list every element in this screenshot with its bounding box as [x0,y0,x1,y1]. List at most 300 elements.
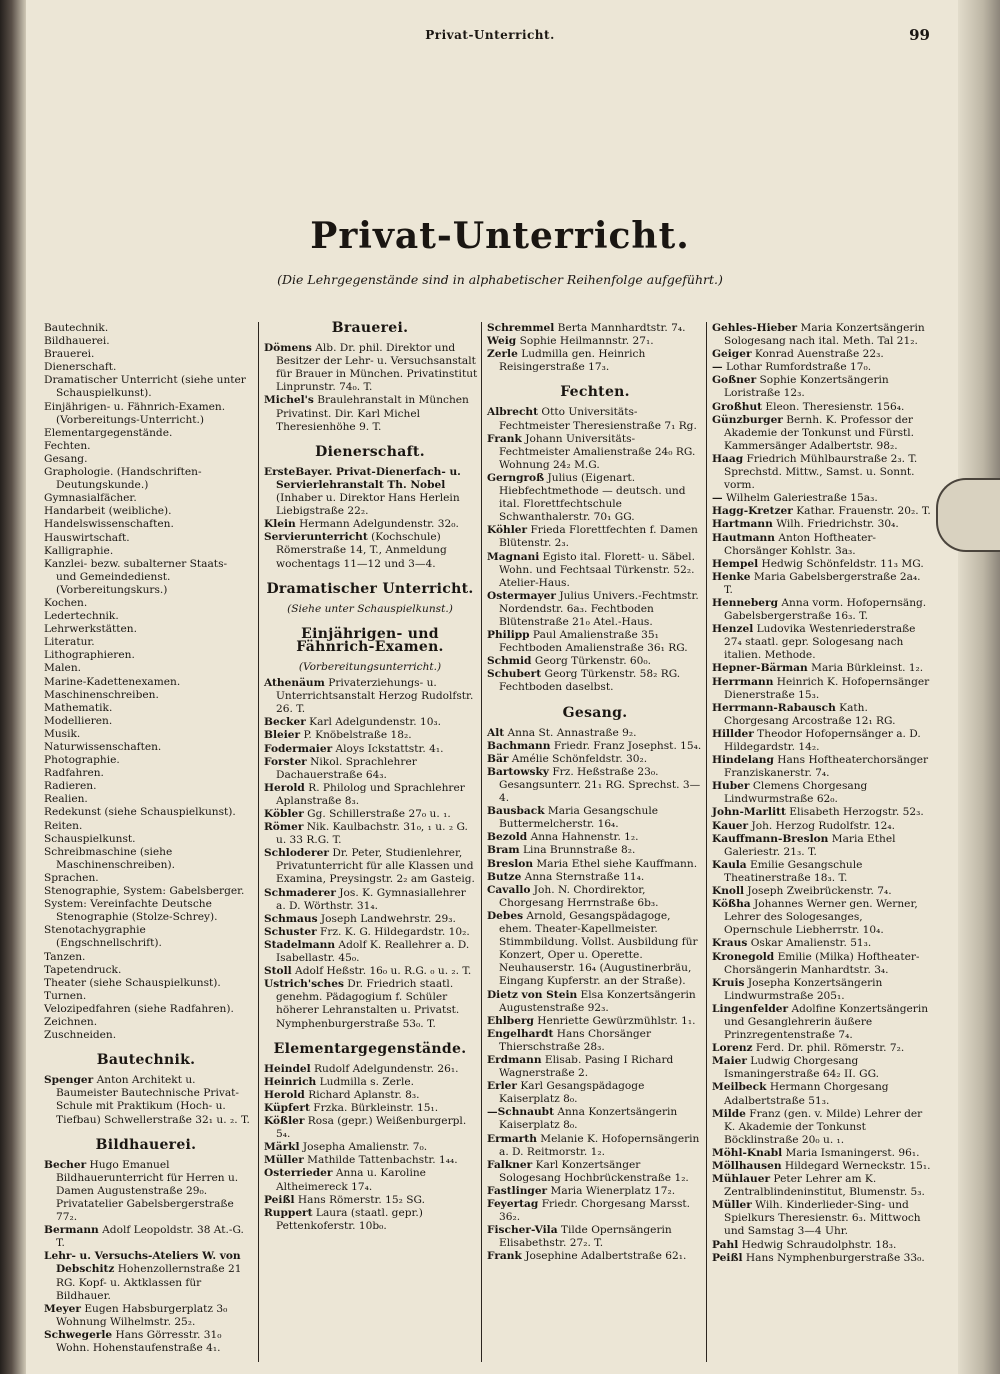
directory-entry [262,518,478,531]
directory-entry [485,1185,705,1198]
directory-section [710,322,932,1265]
entry-details: Lina Brunnstraße 8₂. [519,844,636,857]
directory-entry [710,977,932,1003]
entry-name: Henneberg [712,596,779,609]
entry-details: Maria Konzertsängerin Sologesang nach ital. Meth. Tal 21₂. [724,322,925,348]
directory-entry [485,668,705,694]
entry-name: Kauer [712,819,749,832]
entry-name: Servierunterricht [264,531,368,544]
index-item: Photographie. [44,754,120,767]
entry-name: Ehlberg [487,1014,534,1027]
index-item: Modellieren. [44,714,113,727]
entry-details: Adolf K. Reallehrer a. D. Isabellastr. 45₀. [276,938,470,965]
entry-details: Ludmilla gen. Heinrich Reisingerstraße 17₃. [499,348,646,374]
page-edge [958,0,1000,1374]
entry-name: Herold [264,781,305,794]
entry-name: Schmid [487,655,532,668]
entry-details: Joseph Zweibrückenstr. 7₄. [744,885,892,898]
directory-entry [262,466,478,518]
entry-name: Dömens [264,342,312,355]
entry-details: Elsa Konzertsängerin Augustenstraße 92₃. [499,988,696,1014]
directory-entry [485,1080,705,1106]
entry-name: Ustrich'sches [264,978,344,991]
entry-details: Lothar Rumfordstraße 17₀. [722,361,872,374]
index-item: Lithographieren. [44,649,135,662]
entry-name: Butze [487,870,522,883]
directory-entry [485,805,705,831]
entry-name: Dietz von Stein [487,988,578,1001]
section-heading: Elementargegenstände. [273,1040,467,1057]
directory-entry [710,754,932,780]
entry-name: Breslon [487,857,534,870]
section-heading: Bildhauerei. [95,1136,197,1153]
entry-name: Schremmel [487,322,555,334]
directory-entry [485,1106,705,1132]
directory-entry [262,1063,478,1076]
entry-details: Ludwig Chorgesang Ismaningerstraße 64₂ II. GG. [724,1055,880,1081]
entry-details: Hermann Chorgesang Adalbertstraße 51₃. [724,1081,889,1107]
entry-name: Schmaus [264,912,318,925]
entry-name: Ruppert [264,1206,313,1219]
entry-name: Herrmann-Rabausch [712,701,836,714]
entry-details: Berta Mannhardtstr. 7₄. [554,322,686,334]
entry-details: Maria Bürkleinst. 1₂. [807,662,924,675]
entry-details: Emilie Gesangschule Theatinerstraße 18₃. T. [724,858,863,884]
entry-name: Hautmann [712,531,775,544]
entry-details: Elisab. Pasing I Richard Wagnerstraße 2. [499,1053,674,1080]
directory-section [42,1136,250,1356]
directory-entry [710,1160,932,1173]
entry-name: Möllhausen [712,1160,782,1172]
directory-entry [710,885,932,898]
directory-entry [710,414,932,453]
entry-details: Julius (Eigenart. Hiebfechtmethode — deutsch. und ital. Florettfechtschule Schwanthalerstr. 70₁ GG. [499,471,686,524]
entry-details: Friedr. Chorgesang Marsst. 36₂. [499,1198,691,1224]
index-item: Brauerei. [44,348,95,361]
section-heading: Dramatischer Unterricht. [266,580,474,597]
entry-details: Frz. K. G. Hildegardstr. 10₂. [316,925,470,938]
entry-name: Lehr- u. Versuchs-Ateliers W. von Debschitz [44,1250,241,1276]
entry-details: Joh. Herzog Rudolfstr. 12₄. [748,819,896,832]
book-gutter [0,0,26,1374]
directory-entry [485,844,705,857]
directory-entry [710,322,932,348]
entry-details: Josephine Adalbertstraße 62₁. [521,1250,687,1263]
entry-details: Anna Sternstraße 11₄. [521,870,645,883]
entry-name: Goßner [712,374,757,387]
index-item: Stenographie, System: Gabelsberger. [44,885,245,898]
directory-section [262,580,478,616]
index-item: Graphologie. (Handschriften-Deutungskunde.) [44,466,202,492]
directory-entry [710,662,932,675]
directory-entry [485,348,705,374]
directory-entry [710,1003,932,1042]
entry-name: Huber [712,780,750,793]
entry-name: Möhl-Knabl [712,1146,783,1159]
entry-details: Friedr. Franz Josephst. 15₄. [550,739,702,752]
directory-entry [262,1115,478,1141]
index-item: Ledertechnik. [44,610,119,623]
entry-details: Rosa (gepr.) Weißenburgerpl. 5₄. [276,1115,467,1141]
directory-entry [485,629,705,655]
entry-details: Otto Universitäts-Fechtmeister Theresienstraße 7₁ Rg. [499,406,697,432]
index-item: Musik. [44,727,81,740]
entry-name: Peißl [712,1251,743,1264]
directory-entry [42,1159,250,1224]
index-item: Schauspielkunst. [44,832,136,845]
directory-section [42,1054,250,1126]
entry-name: Herrmann [712,675,774,688]
section-heading: Brauerei. [331,320,409,336]
entry-name: Fodermaier [264,742,333,755]
directory-entry [710,374,932,400]
index-item: Dramatischer Unterricht (siehe unter Schauspielkunst). [44,374,246,400]
entry-details: Laura (staatl. gepr.) Pettenkoferstr. 10b₀. [276,1206,423,1232]
entry-name: Stadelmann [264,938,336,951]
entry-details: Richard Aplanstr. 8₃. [304,1088,420,1101]
section-heading: Fechten. [560,384,630,401]
directory-entry [710,937,932,950]
running-head: Privat-Unterricht. [425,28,555,42]
entry-name: Maier [712,1055,747,1068]
index-item: Kanzlei- bezw. subalterner Staats- und Gemeindedienst. (Vorbereitungskurs.) [44,557,228,596]
entry-name: Römer [264,821,304,834]
entry-details: Egisto ital. Florett- u. Säbel. Wohn. und Fechtsaal Türkenstr. 52₂. Atelier-Haus. [499,550,695,589]
entry-details: Anton Hoftheater-Chorsänger Kohlstr. 3a₃. [724,531,876,557]
directory-entry [710,571,932,597]
index-item: Radfahren. [44,767,104,780]
entry-details: Hedwig Schönfeldstr. 11₃ MG. [758,557,924,570]
entry-name: Hillder [712,727,754,740]
entry-details: Arnold, Gesangspädagoge, ehem. Theater-Kapellmeister. Stimmbildung. Vollst. Ausbildung für Konzert, Oper u. Operette. Neuhauserstr. 16₄ (Augustinerbräu, Eingang Kupferstr. an der Straße). [499,909,698,988]
index-item: Bautechnik. [44,322,109,334]
entry-details: Friedrich Mühlbaurstraße 2₃. T. Sprechstd. Mittw., Samst. u. Sonnt. vorm. [724,452,918,492]
index-item: Schreibmaschine (siehe Maschinenschreiben). [44,845,175,871]
directory-entry [485,871,705,884]
directory-entry [262,926,478,939]
index-item: Radieren. [44,780,97,793]
entry-details: Anna u. Karoline Altheimereck 17₄. [276,1167,426,1193]
directory-entry [485,989,705,1015]
index-item: Stenotachygraphie (Engschnellschrift). [44,924,162,950]
column-4 [706,322,932,1362]
column-2 [258,322,478,1362]
entry-name: Hindelang [712,754,774,767]
index-item: Dienerschaft. [44,361,117,374]
subject-index [42,322,250,1042]
directory-entry [485,1054,705,1080]
entry-name: Pahl [712,1238,739,1251]
entry-details: Hans Görresstr. 31₀ Wohn. Hohenstaufenstraße 4₁. [56,1328,222,1355]
entry-name: Gerngroß [487,471,545,484]
directory-entry [262,1141,478,1154]
entry-details: Karl Adelgundenstr. 10₃. [305,716,442,729]
entry-name: Schwegerle [44,1328,113,1341]
entry-name: Cavallo [487,883,531,896]
entry-details: Sophie Heilmannstr. 27₁. [516,335,654,348]
directory-section [262,443,478,571]
entry-details: Wilh. Friedrichstr. 30₄. [772,518,899,531]
entry-details: Anna vorm. Hofopernsäng. Gabelsbergerstraße 16₃. T. [724,596,927,623]
entry-name: Feyertag [487,1198,539,1210]
entry-details: Ludovika Westenriederstraße 27₄ staatl. gepr. Sologesang nach italien. Methode. [724,623,916,662]
entry-name: Heinrich [264,1075,317,1088]
index-item: Literatur. [44,636,95,649]
directory-entry [710,518,932,531]
entry-details: Wilh. Kinderlieder-Sing- und Spielkurs Theresienstr. 6₃. Mittwoch und Samstag 3—4 Uhr. [724,1199,921,1238]
entry-name: Erdmann [487,1053,542,1066]
directory-entry [262,965,478,978]
index-item: Malen. [44,662,82,675]
entry-details: Hans Nymphenburgerstraße 33₀. [742,1251,925,1264]
section-note: (Siehe unter Schauspielkunst.) [287,602,453,615]
index-item: Redekunst (siehe Schauspielkunst). [44,806,236,819]
column-1 [42,322,250,1355]
entry-name: Haag [712,452,744,465]
entry-details: Ludmilla s. Zerle. [316,1075,415,1088]
directory-entry [710,1199,932,1238]
index-item: Maschinenschreiben. [44,688,159,701]
index-item: Sprachen. [44,871,99,884]
directory-entry [710,1252,932,1265]
directory-entry [485,858,705,871]
section-heading: Bautechnik. [96,1052,196,1069]
entry-name: Meilbeck [712,1081,767,1094]
entry-name: Becher [44,1158,87,1171]
entry-details: Privaterziehungs- u. Unterrichtsanstalt Herzog Rudolfstr. 26. T. [276,677,474,716]
directory-entry [485,1250,705,1263]
directory-entry [485,433,705,472]
entry-name: Falkner [487,1158,533,1171]
entry-name: Hagg-Kretzer [712,505,793,518]
index-item: Einjährigen- u. Fähnrich-Examen. (Vorbereitungs-Unterricht.) [44,400,226,426]
entry-details: Hans Chorsänger Thierschstraße 28₃. [499,1027,652,1053]
directory-entry [710,532,932,558]
entry-details: Joseph Landwehrstr. 29₃. [317,912,456,925]
directory-entry [710,505,932,518]
entry-details: Adolf Leopoldstr. 38 At.-G. T. [56,1224,244,1250]
index-item: Marine-Kadettenexamen. [44,675,181,688]
directory-entry [485,1133,705,1159]
directory-entry [485,406,705,432]
directory-entry [485,910,705,989]
entry-name: Kößha [712,898,751,911]
index-item: Zeichnen. [44,1015,98,1028]
page-title: Privat-Unterricht. [310,215,690,257]
entry-details: Maria Ethel Galeriestr. 21₃. T. [724,832,896,858]
index-item: Zuschneiden. [44,1029,117,1042]
index-item: Tanzen. [44,950,86,963]
entry-name: Fischer-Vila [487,1224,558,1237]
directory-section [262,322,478,434]
entry-details: Karl Konzertsänger Sologesang Hochbrückenstraße 1₂. [499,1158,689,1184]
entry-details: (Kochschule) Römerstraße 14, T., Anmeldung wochentags 11—12 und 3—4. [276,531,447,570]
entry-details: Dr. Peter, Studienlehrer, Privatunterricht für alle Klassen und Examina, Preysingstr. 2₂ am Gasteig. [276,847,475,886]
entry-name: Großhut [712,400,763,413]
entry-details: Heinrich K. Hofopernsänger Dienerstraße 15₃. [724,675,930,701]
directory-entry [710,1147,932,1160]
entry-details: Alb. Dr. phil. Direktor und Besitzer der Lehr- u. Versuchsanstalt für Brauer in München. Privatinstitut Linprunstr. 74₀. T. [276,342,478,394]
column-1-sections [42,1054,250,1355]
index-item: Handelswissenschaften. [44,518,174,531]
directory-entry [710,361,932,374]
entry-details: Ferd. Dr. phil. Römerstr. 7₂. [752,1042,905,1055]
entry-details: Hermann Adelgundenstr. 32₀. [295,518,459,531]
entry-details: Nik. Kaulbachstr. 31₀, ₁ u. ₂ G. u. 33 R.G. T. [276,821,468,847]
entry-details: Frieda Florettfechten f. Damen Blütenstr. 2₃. [499,524,698,550]
directory-entry [485,1198,705,1224]
directory-entry [262,394,478,433]
entry-details: Paul Amalienstraße 35₁ Fechtboden Amalienstraße 36₁ RG. [499,629,688,655]
entry-name: Gehles-Hieber [712,322,798,334]
directory-entry [262,1089,478,1102]
entry-name: Hepner-Bärman [712,662,808,675]
directory-entry [485,1015,705,1028]
index-item: Gesang. [44,452,88,465]
entry-details: Konrad Auenstraße 22₃. [751,348,884,361]
entry-details: Georg Türkenstr. 60₀. [531,655,652,668]
entry-details: P. Knöbelstraße 18₂. [300,729,412,742]
entry-details: Bernh. K. Professor der Akademie der Tonkunst und Fürstl. Kammersänger Adalbertstr. 98₂. [724,413,915,452]
directory-entry [710,780,932,806]
directory-entry [262,531,478,570]
section-heading: Dienerschaft. [315,443,425,460]
directory-entry [710,348,932,361]
index-item: Realien. [44,793,88,806]
entry-name: Heindel [264,1062,311,1075]
directory-entry [710,820,932,833]
entry-details: Mathilde Tattenbachstr. 1₄₄. [303,1154,458,1167]
directory-entry [710,728,932,754]
directory-entry [710,676,932,702]
entry-name: Kößler [264,1115,305,1128]
entry-details: Maria Ismaningerst. 96₁. [782,1146,920,1159]
entry-details: Sophie Konzertsängerin Loristraße 12₃. [724,374,889,400]
entry-name: Hempel [712,557,759,570]
entry-name: Alt [487,726,505,739]
entry-details: Emilie (Milka) Hoftheater-Chorsängerin Manhardtstr. 3₄. [724,950,920,976]
entry-details: Kath. Chorgesang Arcostraße 12₁ RG. [724,701,896,727]
entry-details: Anton Architekt u. Baumeister Bautechnische Privat-Schule mit Praktikum (Hoch- u. Tiefbau) Schwellerstraße 32₁ u. ₂. T. [56,1074,250,1126]
index-item: Reiten. [44,819,83,832]
entry-name: Bezold [487,831,528,844]
entry-details: Joh. N. Chordirektor, Chorgesang Herrnstraße 6b₃. [499,883,659,909]
entry-name: John-Marlitt [712,806,786,819]
directory-entry [710,1081,932,1107]
entry-details: Anna Hahnenstr. 1₂. [527,831,639,844]
directory-entry [710,1239,932,1252]
entry-name: Bär [487,752,509,765]
entry-details: Johannes Werner gen. Werner, Lehrer des Sologesanges, Opernschule Liebherrstr. 10₄. [724,898,918,937]
directory-entry [262,1194,478,1207]
thumb-index-tab [936,478,1000,552]
entry-name: Albrecht [487,406,539,419]
directory-entry [485,1028,705,1054]
entry-name: Bausback [487,805,545,818]
directory-entry [710,401,932,414]
entry-name: Stoll [264,965,292,978]
entry-details: Elisabeth Herzogstr. 52₃. [785,806,924,819]
directory-entry [262,1207,478,1233]
entry-name: Milde [712,1107,746,1120]
entry-name: Bachmann [487,739,551,752]
directory-entry [262,939,478,965]
directory-entry [485,322,705,335]
entry-details: Josepha Amalienstr. 7₀. [299,1141,428,1154]
index-item: Naturwissenschaften. [44,741,162,753]
entry-details: Dr. Friedrich staatl. genehm. Pädagogium f. Schüler höherer Lehranstalten u. Privatst. Nymphenburgerstraße 53₀. T. [276,978,460,1030]
entry-details: Frzka. Bürkleinstr. 15₁. [309,1101,439,1114]
entry-details: Eleon. Theresienstr. 156₄. [762,400,905,413]
directory-entry [262,808,478,821]
entry-name: Herold [264,1088,305,1101]
directory-entry [710,453,932,492]
directory-section [485,322,705,374]
entry-name: Küpfert [264,1101,310,1114]
entry-name: Forster [264,755,307,768]
directory-entry [262,743,478,756]
directory-entry [710,1173,932,1199]
entry-details: Adolfine Konzertsängerin und Gesanglehrerin äußere Prinzregentenstraße 7₄. [724,1002,929,1042]
directory-section [485,386,705,694]
entry-details: Tilde Opernsängerin Elisabethstr. 27₂. T. [499,1224,672,1250]
directory-entry [710,833,932,859]
index-item: Theater (siehe Schauspielkunst). [44,976,221,989]
entry-name: Ermarth [487,1132,537,1145]
entry-details: Anna St. Annastraße 9₂. [504,726,637,739]
entry-name: Osterrieder [264,1167,333,1180]
entry-details: Hugo Emanuel Bildhauerunterricht für Herren u. Damen Augustenstraße 29₀. Privatatelier Gabelsbergerstraße 77₂. [56,1158,239,1224]
entry-details: Aloys Ickstattstr. 4₁. [332,742,444,755]
directory-entry [710,806,932,819]
entry-details: Johann Universitäts-Fechtmeister Amalienstraße 24₀ RG. Wohnung 24₂ M.G. [499,432,696,471]
index-item: Lehrwerkstätten. [44,623,137,636]
entry-name: Günzburger [712,413,783,426]
entry-name: Köbler [264,808,304,820]
index-item: Turnen. [44,989,87,1002]
entry-details: Henriette Gewürzmühlstr. 1₁. [533,1014,696,1027]
directory-section [262,625,478,1031]
entry-name: Schmaderer [264,886,336,899]
entry-name: Philipp [487,629,530,642]
entry-details: Rudolf Adelgundenstr. 26₁. [310,1062,459,1075]
entry-name: Debes [487,909,524,922]
entry-name: Engelhardt [487,1027,554,1040]
entry-name: Knoll [712,885,745,898]
directory-entry [485,884,705,910]
index-item: Kalligraphie. [44,544,114,557]
entry-name: Kaula [712,858,747,871]
index-item: Mathematik. [44,701,113,714]
entry-name: Zerle [487,348,518,361]
entry-details: Julius Univers.-Fechtmstr. Nordendstr. 6a₃. Fechtboden Blütenstraße 21₀ Atel.-Haus. [499,589,699,628]
entry-name: Frank [487,432,522,445]
directory-entry [262,887,478,913]
entry-name: Kronegold [712,950,775,963]
entry-name: Lorenz [712,1042,753,1055]
directory-entry [710,623,932,662]
entry-name: Spenger [44,1074,94,1087]
entry-details: Jos. K. Gymnasiallehrer a. D. Wörthstr. 31₄. [276,886,466,912]
directory-entry [262,342,478,394]
entry-name: Müller [264,1154,304,1167]
entry-name: Athenäum [264,677,325,690]
directory-entry [710,492,932,505]
directory-entry [485,766,705,805]
entry-details: Kathar. Frauenstr. 20₂. T. [792,505,931,518]
entry-details: Adolf Heßstr. 16₀ u. R.G. ₀ u. ₂. T. [291,965,472,978]
directory-entry [485,335,705,348]
